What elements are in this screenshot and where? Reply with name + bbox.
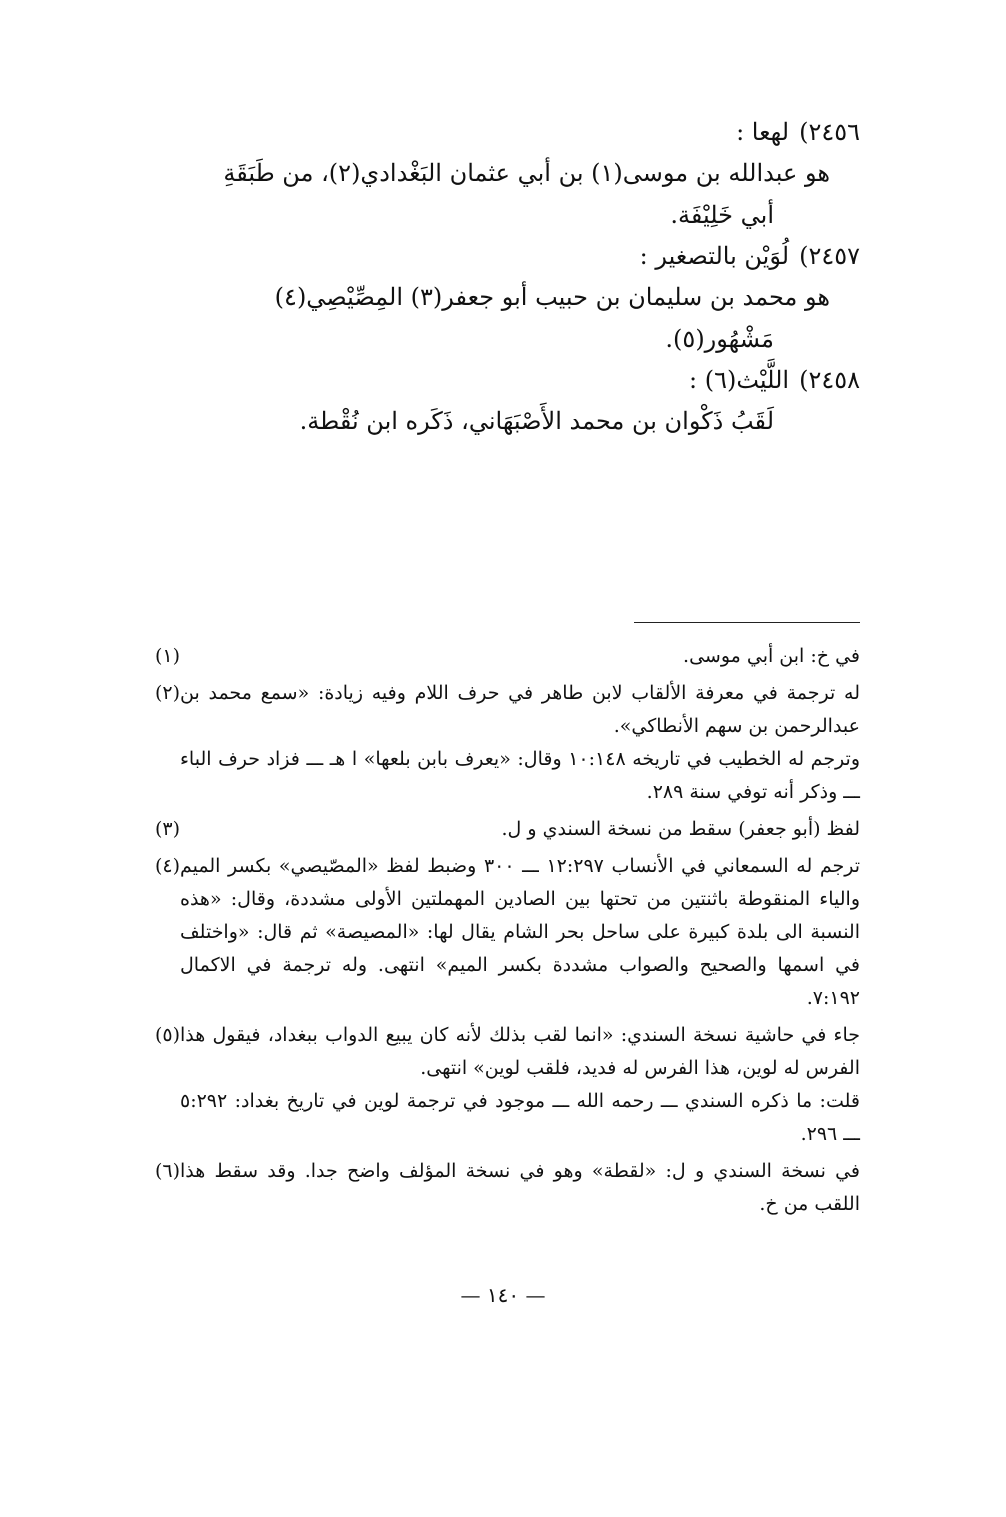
- footnote: [132, 1019, 860, 1151]
- footnotes-section: [132, 640, 860, 1225]
- footnote-text: قلت: ما ذكره السندي ـــ رحمه الله ـــ موجود في ترجمة لوين في تاريخ بغداد: ٥:٢٩٢ ـــ ٢٩٦.: [180, 1090, 860, 1145]
- footnote-number: (٢): [154, 682, 180, 704]
- footnote: [132, 850, 860, 1015]
- entry-body-line: هو محمد بن سليمان بن حبيب أبو جعفر(٣) المِصِّيْصِي(٤): [274, 283, 830, 311]
- footnote-text: جاء في حاشية نسخة السندي: «انما لقب بذلك لأنه كان يبيع الدواب ببغداد، فيقول هذا الفرس له لوين، هذا الفرس له فديد، فلقب لوين» انتهى.: [180, 1024, 860, 1079]
- footnote: [132, 677, 860, 809]
- footnote-text: في خ: ابن أبي موسى.: [683, 645, 860, 667]
- footnote: [132, 1155, 860, 1221]
- entry-heading: [130, 236, 860, 276]
- footnote-number: (٤): [154, 855, 180, 877]
- footnote-text: لفظ (أبو جعفر) سقط من نسخة السندي و ل.: [501, 818, 860, 840]
- footnote-number: (٣): [154, 818, 180, 840]
- entry-body-line: أبي خَلِيْفَة.: [670, 201, 774, 229]
- entry-heading: [130, 360, 860, 400]
- entries-section: [130, 112, 860, 442]
- entry-number: ٢٤٥٦): [799, 118, 860, 146]
- entry-title: لهعا :: [736, 118, 790, 146]
- footnote: [132, 813, 860, 846]
- entry-body-line: هو عبدالله بن موسى(١) بن أبي عثمان البَغْدادي(٢)، من طَبَقَةِ: [223, 159, 830, 187]
- entry-number: ٢٤٥٨): [799, 366, 860, 394]
- footnote-number: (١): [154, 645, 180, 667]
- entry-body-line: مَشْهُور(٥).: [665, 325, 774, 353]
- entry-title: لُوَيْن بالتصغير :: [639, 242, 790, 270]
- footnote-number: (٥): [154, 1024, 180, 1046]
- footnote-text: وترجم له الخطيب في تاريخه ١٠:١٤٨ وقال: «يعرف بابن بلعها» ا هـ ـــ فزاد حرف الباء ـــ وذكر أنه توفي سنة ٢٨٩.: [180, 748, 861, 803]
- footnote-separator: [634, 622, 860, 623]
- entry-number: ٢٤٥٧): [799, 242, 860, 270]
- entry-body-line: لَقَبُ ذَكْوان بن محمد الأَصْبَهَاني، ذَكَره ابن نُقْطة.: [299, 407, 774, 435]
- footnote: [132, 640, 860, 673]
- footnote-number: (٦): [154, 1160, 180, 1182]
- footnote-text: له ترجمة في معرفة الألقاب لابن طاهر في حرف اللام وفيه زيادة: «سمع محمد بن عبدالرحمن بن سهم الأنطاكي».: [180, 682, 860, 737]
- footnote-text: ترجم له السمعاني في الأنساب ١٢:٢٩٧ ـــ ٣٠٠ وضبط لفظ «المصّيصي» بكسر الميم والياء المنقوطة باثنتين من تحتها بين الصادين المهملتين الأولى مشددة، وقال: «هذه النسبة الى بلدة كبيرة على ساحل بحر الشام يقال لها: «المصيصة» ثم قال: «واختلف في اسمها والصحيح والصواب مشددة بكسر الميم» انتهى. وله ترجمة في الاكمال ٧:١٩٢.: [180, 855, 861, 1009]
- footnote-text: في نسخة السندي و ل: «لقطة» وهو في نسخة المؤلف واضح جدا. وقد سقط هذا اللقب من خ.: [180, 1160, 860, 1215]
- entry-title: اللَّيْث(٦) :: [688, 366, 790, 394]
- page-number: — ١٤٠ —: [460, 1283, 546, 1307]
- entry-heading: [130, 112, 860, 152]
